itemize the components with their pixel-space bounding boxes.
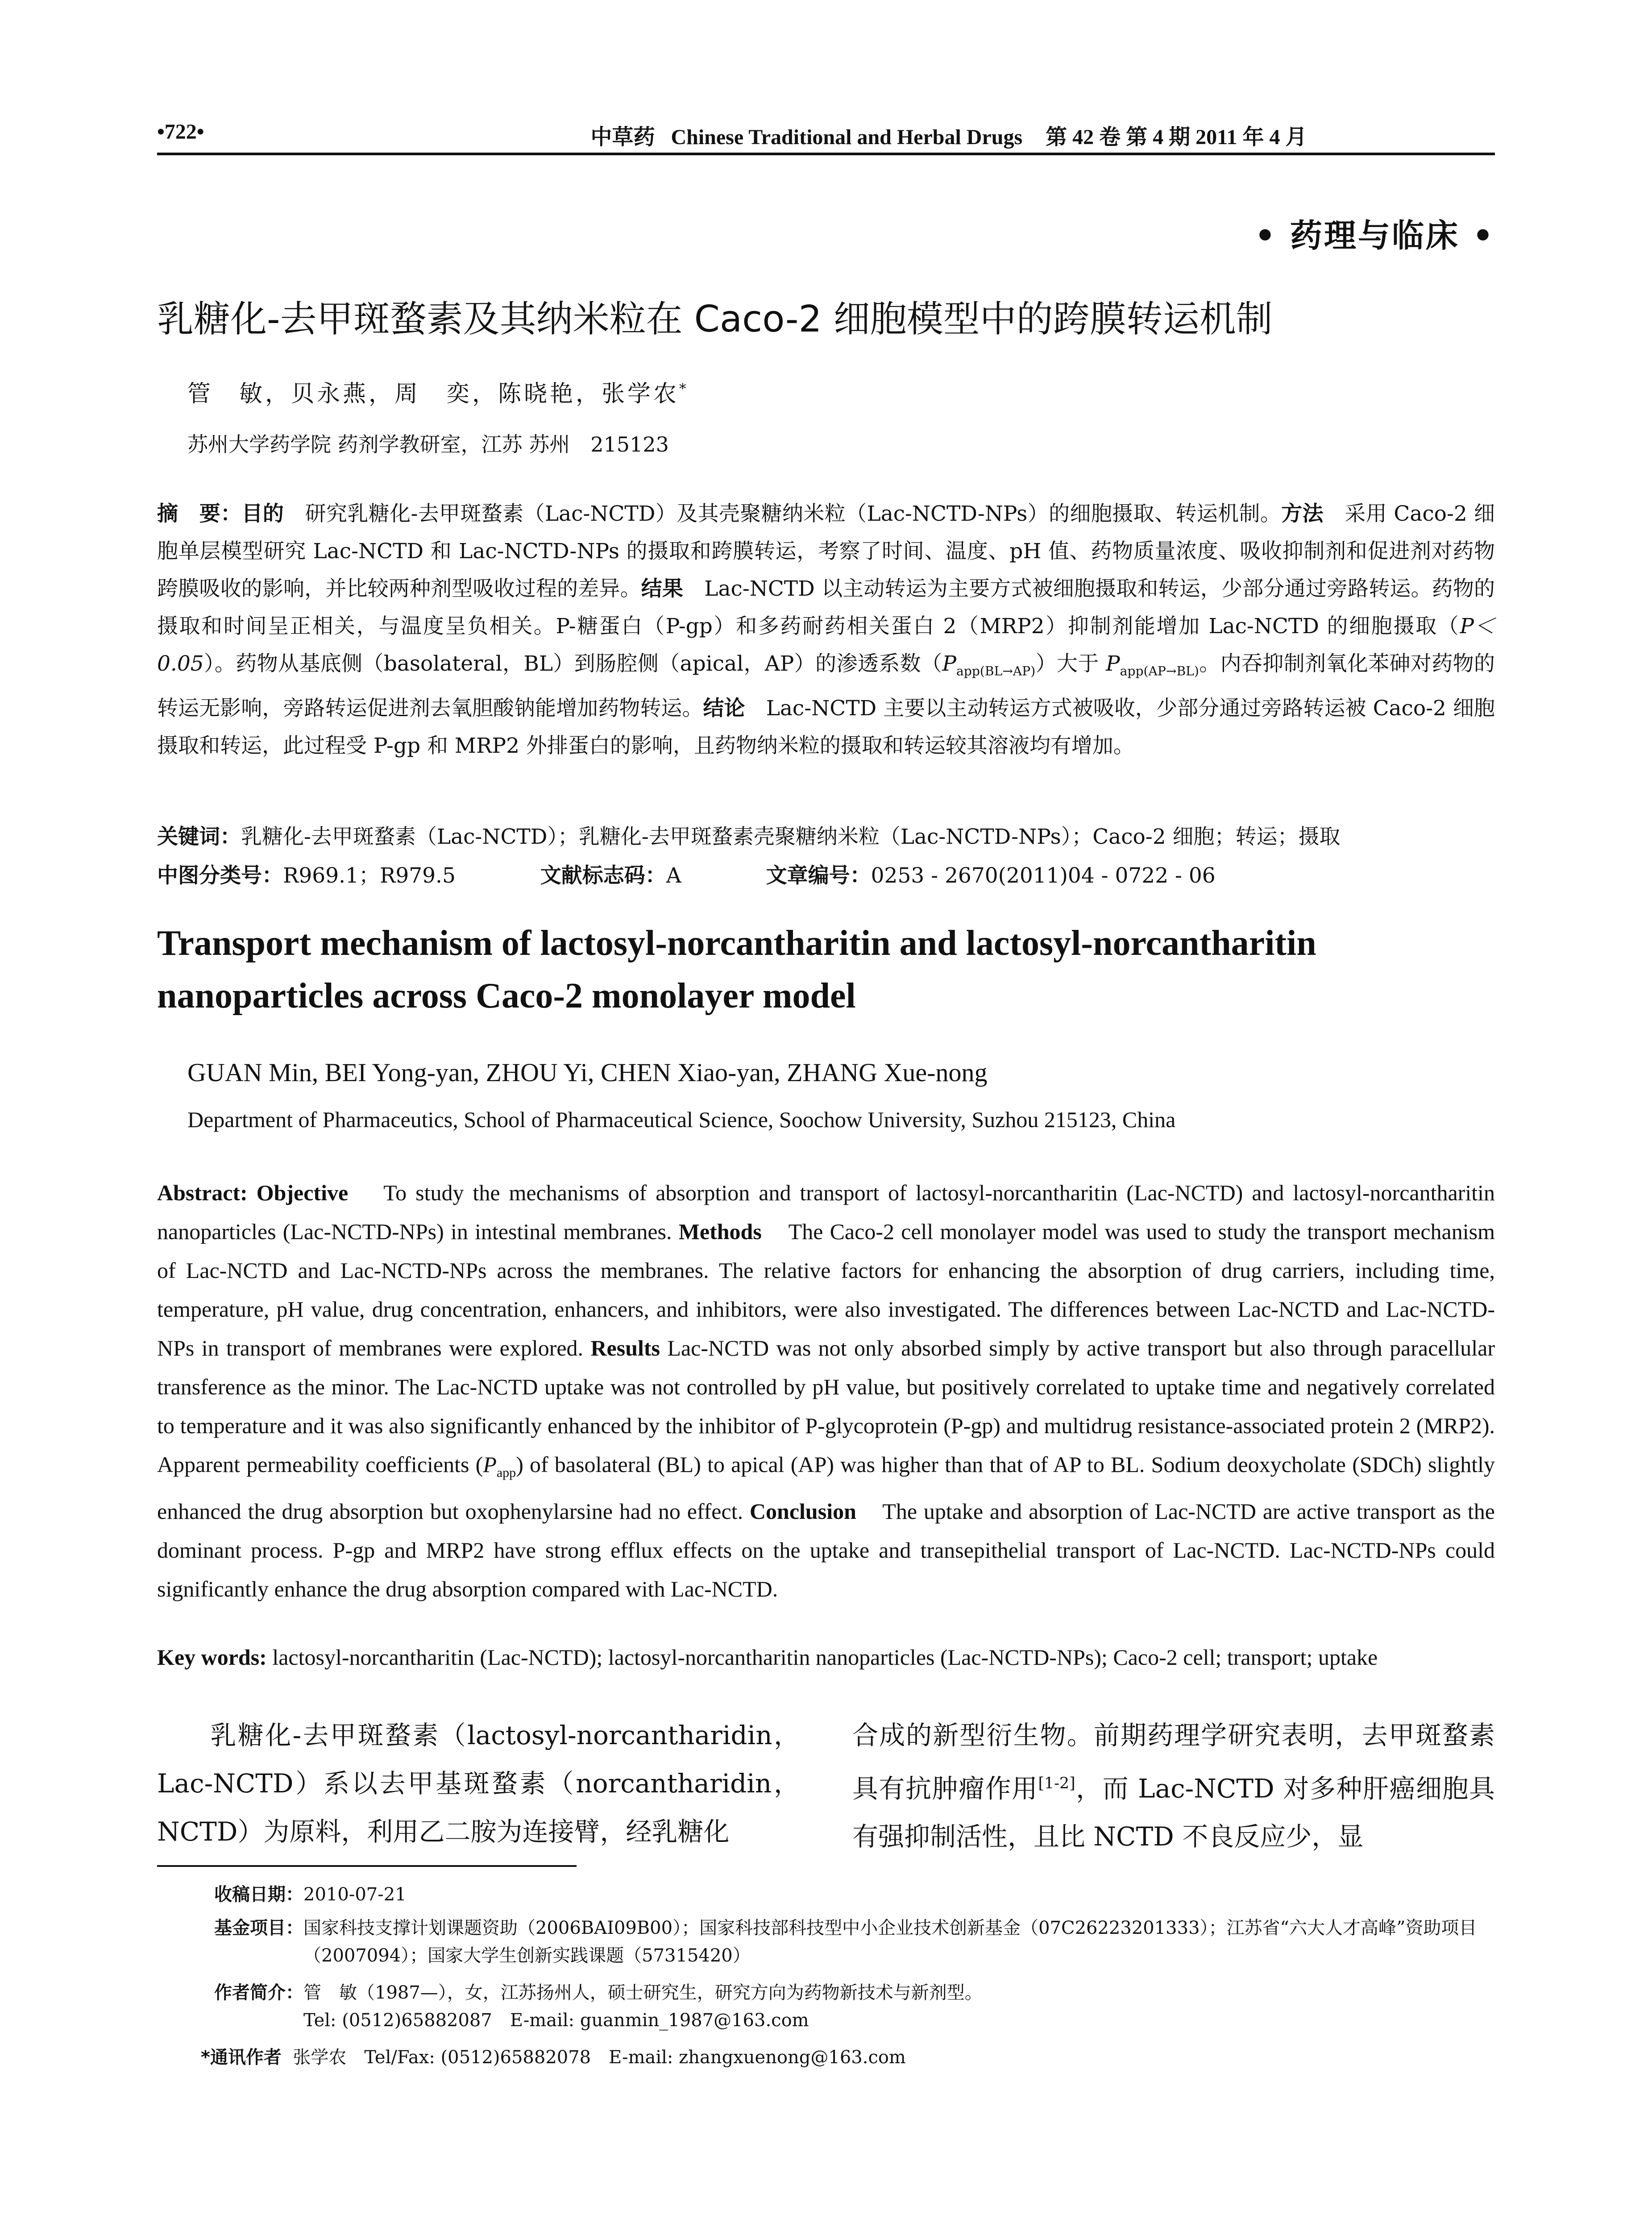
body-right-text-a: 合成的新型衍生物。前期药理学研究表明，去甲斑蝥素具有抗肿瘤作用 <box>852 1720 1495 1804</box>
objective-en-label: Objective <box>256 1180 349 1205</box>
title-en-line-2: nanoparticles across Caco-2 monolayer model <box>157 976 856 1016</box>
body-right-text-b: ，而 Lac-NCTD 对多种肝癌细胞具有强抑制活性，且比 NCTD 不良反应少，显 <box>852 1773 1495 1852</box>
classification-line <box>157 859 1495 889</box>
footnote-fund <box>214 1914 1482 1970</box>
section-label: • 药理与临床 • <box>1254 217 1495 254</box>
objective-cn: 研究乳糖化-去甲斑蝥素（Lac-NCTD）及其壳聚糖纳米粒（Lac-NCTD-NPs）的细胞摄取、转运机制。 <box>305 502 1282 526</box>
conclusion-cn: Lac-NCTD 主要以主动转运方式被吸收，少部分通过旁路转运被 Caco-2 细胞摄取和转运，此过程受 P-gp 和 MRP2 外排蛋白的影响，且药物纳米粒的摄取和转运较其溶液均有增加。 <box>157 696 1495 759</box>
reference-citation: [1-2] <box>1038 1775 1075 1792</box>
page-number: •722• <box>157 120 204 144</box>
papp-sub-en: app <box>496 1465 516 1480</box>
doc-code-value: A <box>666 863 681 888</box>
body-column-left <box>157 1711 800 1856</box>
conclusion-en-label: Conclusion <box>749 1499 856 1524</box>
journal-name-en: Chinese Traditional and Herbal Drugs <box>671 125 1023 149</box>
methods-en-label: Methods <box>678 1219 762 1244</box>
article-no-label: 文章编号： <box>766 863 871 888</box>
author-bio-text: 管 敏（1987—），女，江苏扬州人，硕士研究生，研究方向为药物新技术与新剂型。 <box>303 1982 983 2003</box>
results-cn-p: P＜0.05 <box>157 614 1495 676</box>
abstract-en: Abstract: Objective To study the mechanisms of absorption and transport of lactosyl-norcantharitin (Lac-NCTD) and lactosyl-norcantharitin nanoparticles (Lac-NCTD-NPs) in intestinal membranes. Methods The Caco-2 cell monolayer model was used to study the transport mechanism of Lac-NCTD and Lac-NCTD-NPs across the membranes. The relative factors for enhancing the absorption of drug carriers, including time, temperature, pH value, drug concentration, enhancers, and inhibitors, were also investigated. The differences between Lac-NCTD and Lac-NCTD-NPs in transport of membranes were explored. Results Lac-NCTD was not only absorbed simply by active transport but also through paracellular transference as the minor. The Lac-NCTD uptake was not controlled by pH value, but positively correlated to uptake time and negatively correlated to temperature and it was also significantly enhanced by the inhibitor of P-glycoprotein (P-gp) and multidrug resistance-associated protein 2 (MRP2). Apparent permeability coefficients $(P_{app})$ of basolateral (BL) to apical (AP) was higher than that of AP to BL. Sodium deoxycholate (SDCh) slightly enhanced the drug absorption but oxophenylarsine had no effect. Conclusion The uptake and absorption of Lac-NCTD are active transport as the dominant process. P-gp and MRP2 have strong efflux effects on the uptake and transepithelial transport of Lac-NCTD. Lac-NCTD-NPs could significantly enhance the drug absorption compared with Lac-NCTD. <box>157 1180 1495 1601</box>
objective-cn-label: 目的 <box>241 502 284 526</box>
journal-issue: 第 42 卷 第 4 期 2011 年 4 月 <box>1046 125 1307 149</box>
title-en <box>157 917 1495 1022</box>
results-cn-label: 结果 <box>641 576 684 601</box>
body-left-text: 乳糖化-去甲斑蝥素（lactosyl-norcantharidin，Lac-NCTD）系以去甲基斑蝥素（norcantharidin，NCTD）为原料，利用乙二胺为连接臂，经乳糖化 <box>157 1720 800 1847</box>
footnote-corresponding <box>201 2044 906 2071</box>
abstract-cn-label: 摘 要： <box>157 502 242 526</box>
abstract-en-label: Abstract: <box>157 1180 248 1205</box>
fund-text: 国家科技支撑计划课题资助（2006BAI09B00）；国家科技部科技型中小企业技术创新基金（07C26223201333）；江苏省“六大人才高峰”资助项目（2007094）；国家大学生创新实践课题（57315420） <box>303 1918 1477 1966</box>
journal-name-cn: 中草药 <box>590 124 655 149</box>
results-en-b: ) of basolateral (BL) to apical (AP) was higher than that of AP to BL. Sodium deoxycholate (SDCh) slightly enhanced the drug absorption but oxophenylarsine had no effect. <box>157 1452 1495 1524</box>
keywords-en <box>157 1644 1495 1670</box>
fund-label: 基金项目： <box>214 1918 303 1938</box>
received-date: 2010-07-21 <box>303 1884 407 1905</box>
keywords-en-label: Key words: <box>157 1645 267 1670</box>
journal-header <box>403 120 1495 150</box>
methods-en: The Caco-2 cell monolayer model was used to study the transport mechanism of Lac-NCTD and Lac-NCTD-NPs across the membranes. The relative factors for enhancing the absorption of drug carriers, including time, temperature, pH value, drug concentration, enhancers, and inhibitors, were also investigated. The differences between Lac-NCTD and Lac-NCTD-NPs in transport of membranes were explored. <box>157 1219 1495 1360</box>
results-cn-a: Lac-NCTD 以主动转运为主要方式被细胞摄取和转运，少部分通过旁路转运。药物的摄取和时间呈正相关，与温度呈负相关。P-糖蛋白（P-gp）和多药耐药相关蛋白 2（MRP2）抑制剂能增加 Lac-NCTD 的细胞摄取（ <box>157 576 1495 639</box>
authors-en: GUAN Min, BEI Yong-yan, ZHOU Yi, CHEN Xiao-yan, ZHANG Xue-nong <box>187 1058 988 1087</box>
author-bio-label: 作者简介： <box>214 1982 303 2003</box>
keywords-cn-text: 乳糖化-去甲斑蝥素（Lac-NCTD）；乳糖化-去甲斑蝥素壳聚糖纳米粒（Lac-NCTD-NPs）；Caco-2 细胞；转运；摄取 <box>241 825 1341 849</box>
results-en-a: Lac-NCTD was not only absorbed simply by active transport but also through paracellular transference as the minor. The Lac-NCTD uptake was not controlled by pH value, but positively correlated to uptake time and negatively correlated to temperature and it was also significantly enhanced by the inhibitor of P-glycoprotein (P-gp) and multidrug resistance-associated protein 2 (MRP2). Apparent permeability coefficients ( <box>157 1335 1495 1477</box>
results-cn-c: ）大于 <box>1035 651 1106 676</box>
received-label: 收稿日期： <box>214 1884 303 1905</box>
papp-sub-bl-ap: app(BL→AP) <box>956 663 1036 679</box>
conclusion-cn-label: 结论 <box>703 696 745 721</box>
footnote-author <box>214 1979 1482 2034</box>
doc-code-label: 文献标志码： <box>540 863 666 888</box>
results-cn-d: 。内吞抑制剂氧化苯砷对药物的转运无影响，旁路转运促进剂去氧胆酸钠能增加药物转运。 <box>157 651 1495 721</box>
author-contact: Tel: (0512)65882087 E-mail: guanmin_1987@163.com <box>303 2010 809 2031</box>
affiliation-en: Department of Pharmaceutics, School of Pharmaceutical Science, Soochow University, Suzhou 215123, China <box>187 1107 1176 1132</box>
body-column-right <box>852 1711 1495 1861</box>
methods-cn-label: 方法 <box>1281 502 1324 526</box>
keywords-en-text: lactosyl-norcantharitin (Lac-NCTD); lactosyl-norcantharitin nanoparticles (Lac-NCTD-NPs); Caco-2 cell; transport; uptake <box>272 1645 1378 1670</box>
title-en-line-1: Transport mechanism of lactosyl-norcantharitin and lactosyl-norcantharitin <box>157 924 1316 963</box>
keywords-cn-label: 关键词： <box>157 825 241 849</box>
corresponding-mark: * <box>679 381 689 397</box>
keywords-cn <box>157 820 1495 850</box>
authors-cn <box>187 375 689 408</box>
results-cn-b: ）。药物从基底侧（basolateral，BL）到肠腔侧（apical，AP）的渗透系数（ <box>203 651 942 676</box>
methods-cn: 采用 Caco-2 细胞单层模型研究 Lac-NCTD 和 Lac-NCTD-NPs 的摄取和跨膜转运，考察了时间、温度、pH 值、药物质量浓度、吸收抑制剂和促进剂对药物跨膜吸收的影响，并比较两种剂型吸收过程的差异。 <box>157 502 1495 601</box>
article-no-value: 0253 - 2670(2011)04 - 0722 - 06 <box>871 863 1216 888</box>
objective-en: To study the mechanisms of absorption and transport of lactosyl-norcantharitin (Lac-NCTD) and lactosyl-norcantharitin nanoparticles (Lac-NCTD-NPs) in intestinal membranes. <box>157 1180 1495 1244</box>
title-cn: 乳糖化-去甲斑蝥素及其纳米粒在 Caco-2 细胞模型中的跨膜转运机制 <box>157 298 1273 340</box>
papp-sub-ap-bl: app(AP→BL) <box>1120 663 1199 679</box>
authors-cn-names: 管 敏，贝永燕，周 奕，陈晓艳，张学农 <box>187 381 680 407</box>
clc-value: R969.1；R979.5 <box>283 863 456 888</box>
footnote-rule <box>157 1865 577 1867</box>
conclusion-en: The uptake and absorption of Lac-NCTD are active transport as the dominant process. P-gp and MRP2 have strong efflux effects on the uptake and transepithelial transport of Lac-NCTD. Lac-NCTD-NPs could significantly enhance the drug absorption compared with Lac-NCTD. <box>157 1499 1495 1601</box>
affiliation-cn: 苏州大学药学院 药剂学教研室，江苏 苏州 215123 <box>187 432 669 456</box>
corresponding-label: *通讯作者 <box>201 2047 282 2068</box>
running-header <box>157 117 1495 155</box>
corresponding-text: 张学农 Tel/Fax: (0512)65882078 E-mail: zhangxuenong@163.com <box>293 2047 906 2068</box>
results-en-label: Results <box>590 1335 660 1360</box>
abstract-cn: 摘 要：目的 研究乳糖化-去甲斑蝥素（Lac-NCTD）及其壳聚糖纳米粒（Lac-NCTD-NPs）的细胞摄取、转运机制。方法 采用 Caco-2 细胞单层模型研究 Lac-NCTD 和 Lac-NCTD-NPs 的摄取和跨膜转运，考察了时间、温度、pH 值、药物质量浓度、吸收抑制剂和促进剂对药物跨膜吸收的影响，并比较两种剂型吸收过程的差异。结果 Lac-NCTD 以主动转运为主要方式被细胞摄取和转运，少部分通过旁路转运。药物的摄取和时间呈正相关，与温度呈负相关。P-糖蛋白（P-gp）和多药耐药相关蛋白 2（MRP2）抑制剂能增加 Lac-NCTD 的细胞摄取（P＜0.05）。药物从基底侧（basolateral，BL）到肠腔侧（apical，AP）的渗透系数$(P_{app(BL\to AP)})$大于 $P_{app(AP\to BL)}$。内吞抑制剂氧化苯砷对药物的转运无影响，旁路转运促进剂去氧胆酸钠能增加药物转运。结论 Lac-NCTD 主要以主动转运方式被吸收，少部分通过旁路转运被 Caco-2 细胞摄取和转运，此过程受 P-gp 和 MRP2 外排蛋白的影响，且药物纳米粒的摄取和转运较其溶液均有增加。 <box>157 502 1495 759</box>
clc-label: 中图分类号： <box>157 863 283 888</box>
footnote-received <box>214 1881 407 1908</box>
